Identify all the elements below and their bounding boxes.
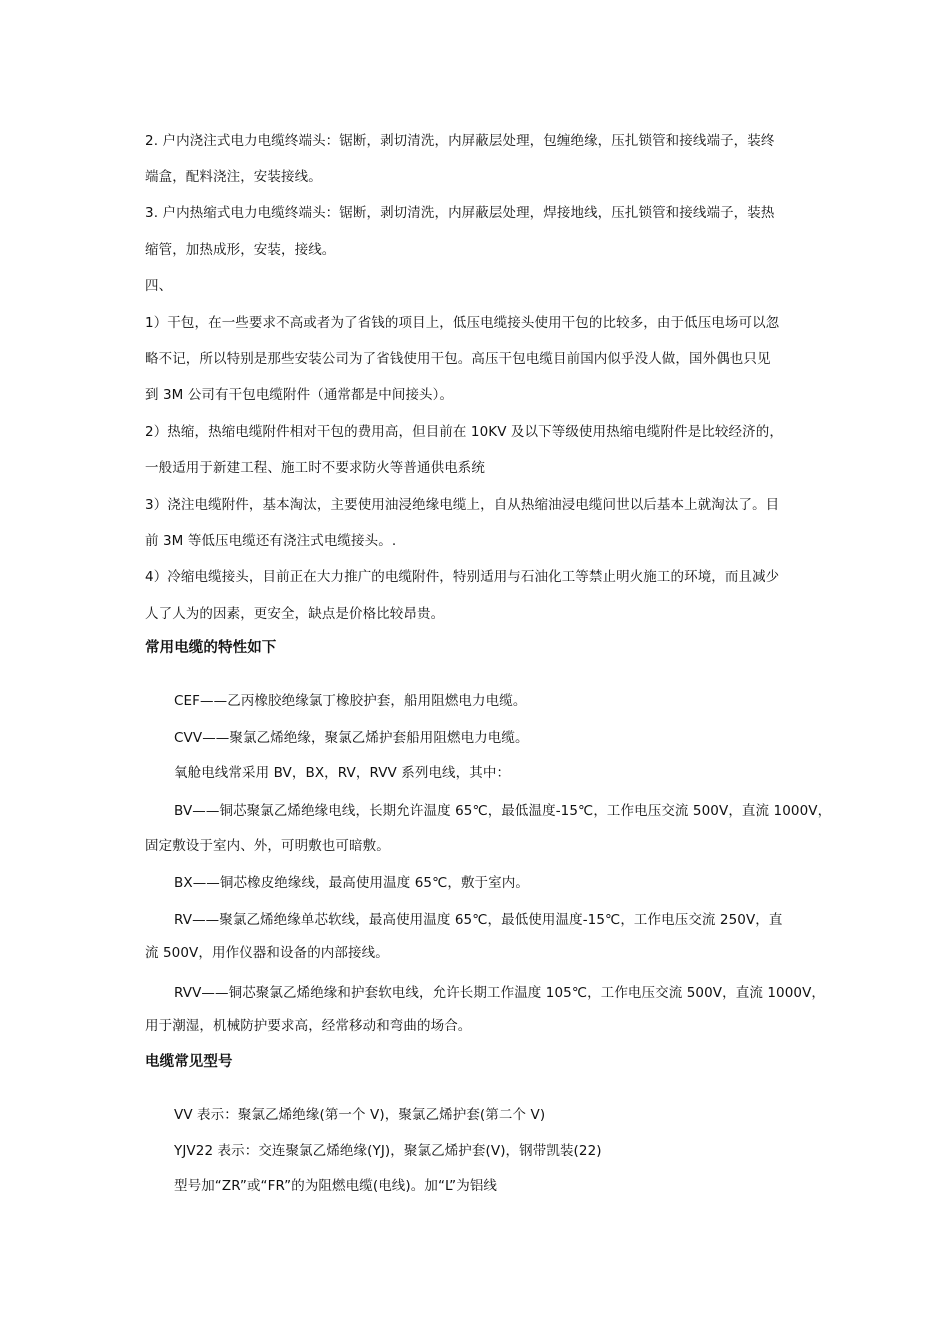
item3-line2: 缩管，加热成形，安装，接线。 [145,242,336,258]
rvv-line1: RVV——铜芯聚氯乙烯绝缘和护套软电线，允许长期工作温度 105℃，工作电压交流 500V，直流 1000V， [174,985,826,1001]
p2-line1: 2）热缩，热缩电缆附件相对干包的费用高，但目前在 10KV 及以下等级使用热缩电缆附件是比较经济的， [145,424,783,440]
bv-line1: BV——铜芯聚氯乙烯绝缘电线，长期允许温度 65℃，最低温度-15℃，工作电压交流 500V，直流 1000V， [174,803,832,819]
section-four-label: 四、 [145,278,173,294]
cef-line: CEF——乙丙橡胶绝缘氯丁橡胶护套，船用阻燃电力电缆。 [174,693,527,709]
model-note-line: 型号加“ZR”或“FR”的为阻燃电缆(电线)。加“L”为铝线 [174,1178,498,1194]
p2-line2: 一般适用于新建工程、施工时不要求防火等普通供电系统 [145,460,485,476]
bv-line2: 固定敷设于室内、外，可明敷也可暗敷。 [145,838,390,854]
cable-models-heading: 电缆常见型号 [145,1054,233,1070]
item2-line1: 2. 户内浇注式电力电缆终端头：锯断，剥切清洗，内屏蔽层处理，包缠绝缘，压扎锁管和接线端子，装终 [145,133,775,149]
p1-line2: 略不记，所以特别是那些安装公司为了省钱使用干包。高压干包电缆目前国内似乎没人做，国外偶也只见 [145,351,771,367]
vv-line: VV 表示：聚氯乙烯绝缘(第一个 V)，聚氯乙烯护套(第二个 V) [174,1107,546,1123]
rvv-line2: 用于潮湿，机械防护要求高，经常移动和弯曲的场合。 [145,1018,472,1034]
cable-properties-heading: 常用电缆的特性如下 [145,640,277,656]
cabin-wire-line: 氧舱电线常采用 BV，BX，RV，RVV 系列电线，其中： [174,765,511,781]
p1-line3: 到 3M 公司有干包电缆附件（通常都是中间接头）。 [145,387,454,403]
item3-line1: 3. 户内热缩式电力电缆终端头：锯断，剥切清洗，内屏蔽层处理，焊接地线，压扎锁管和接线端子，装热 [145,205,775,221]
cvv-line: CVV——聚氯乙烯绝缘，聚氯乙烯护套船用阻燃电力电缆。 [174,730,529,746]
p1-line1: 1）干包，在一些要求不高或者为了省钱的项目上，低压电缆接头使用干包的比较多，由于低压电场可以忽 [145,315,780,331]
p3-line2: 前 3M 等低压电缆还有浇注式电缆接头。. [145,533,397,549]
p3-line1: 3）浇注电缆附件，基本淘汰，主要使用油浸绝缘电缆上，自从热缩油浸电缆问世以后基本上就淘汰了。目 [145,497,780,513]
yjv22-line: YJV22 表示：交连聚氯乙烯绝缘(YJ)，聚氯乙烯护套(V)，钢带凯装(22) [174,1143,602,1159]
p4-line1: 4）冷缩电缆接头，目前正在大力推广的电缆附件，特别适用与石油化工等禁止明火施工的环境，而且减少 [145,569,780,585]
rv-line1: RV——聚氯乙烯绝缘单芯软线，最高使用温度 65℃，最低使用温度-15℃，工作电压交流 250V，直 [174,912,783,928]
rv-line2: 流 500V，用作仪器和设备的内部接线。 [145,945,389,961]
p4-line2: 人了人为的因素，更安全，缺点是价格比较昂贵。 [145,606,445,622]
bx-line: BX——铜芯橡皮绝缘线，最高使用温度 65℃，敷于室内。 [174,875,529,891]
item2-line2: 端盒，配料浇注，安装接线。 [145,169,322,185]
